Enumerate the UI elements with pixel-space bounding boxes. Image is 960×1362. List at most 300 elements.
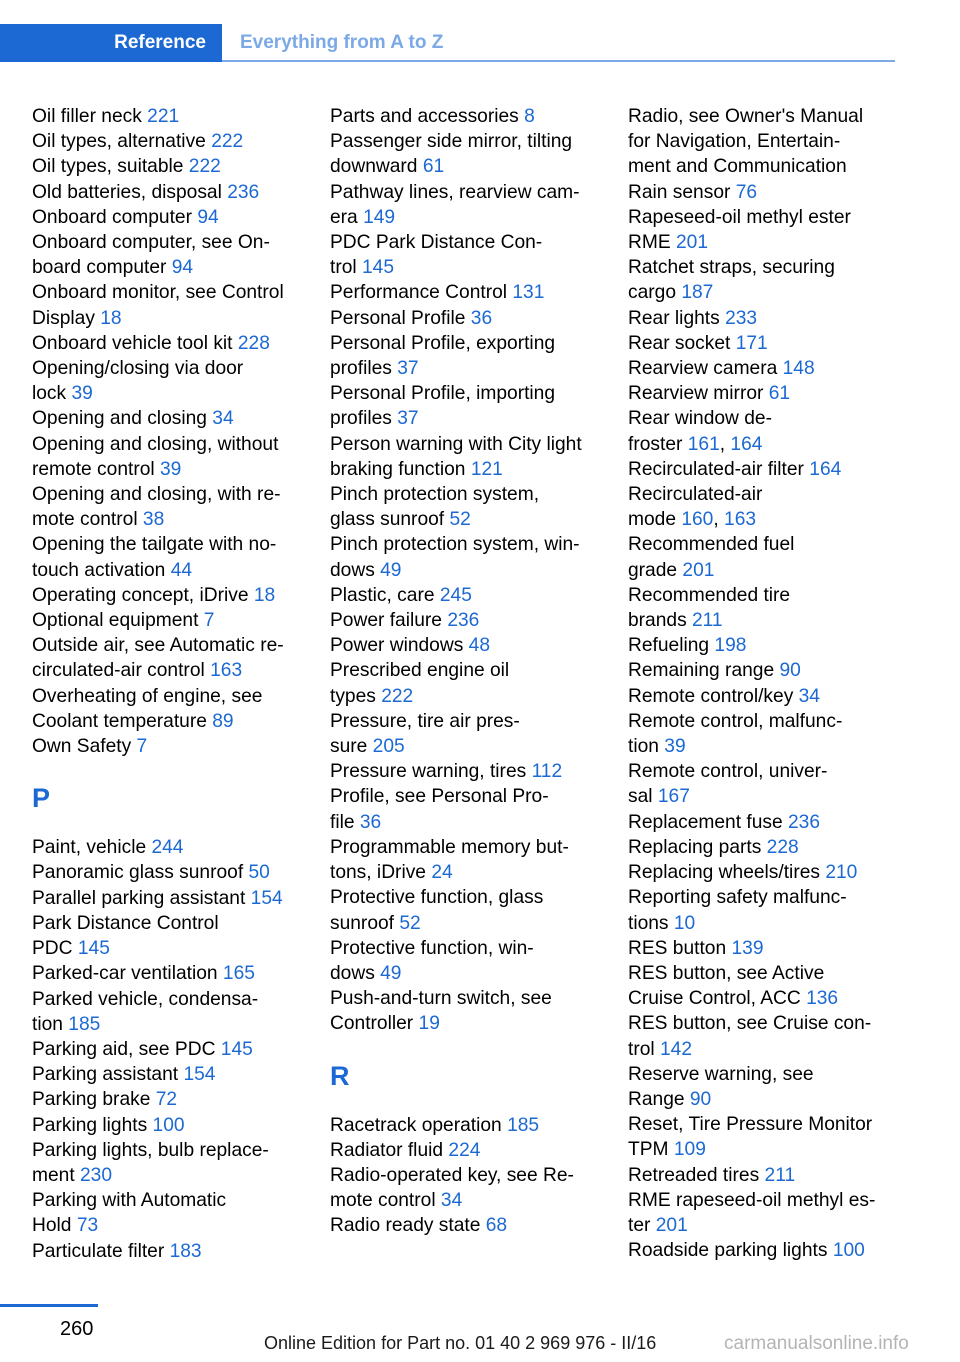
index-entry-line [32, 734, 304, 759]
index-entry [628, 306, 900, 331]
index-entry-line [628, 1037, 900, 1062]
page-reference-link[interactable]: 34 [798, 685, 820, 707]
index-entry [32, 1188, 304, 1238]
index-entry-text: Opening/closing via door [32, 358, 244, 380]
page-reference-link[interactable]: 185 [68, 1013, 101, 1035]
page-reference-link[interactable]: 164 [809, 458, 842, 480]
index-entry-line [628, 457, 900, 482]
index-entry-text: Recommended fuel [628, 534, 795, 556]
index-entry-text: Prescribed engine oil [330, 660, 510, 682]
page-reference-link[interactable]: 145 [220, 1038, 253, 1060]
page-reference-link[interactable]: 100 [832, 1240, 865, 1262]
index-entry-text: Oil types, alternative [32, 131, 206, 153]
page-reference-link[interactable]: 52 [399, 912, 421, 934]
index-entry [330, 658, 602, 708]
page-reference-link[interactable]: 201 [675, 232, 708, 254]
index-entry [628, 104, 900, 180]
index-entry-text: Parallel parking assistant [32, 887, 246, 909]
index-entry-text: Opening the tailgate with no- [32, 534, 277, 556]
index-entry-text: Hold [32, 1215, 72, 1237]
page-reference-link[interactable]: 90 [779, 660, 801, 682]
index-entry [32, 129, 304, 154]
index-entry-text: Recirculated-air filter [628, 458, 804, 480]
index-entry-text: profiles [330, 358, 392, 380]
page-reference-link[interactable]: 164 [730, 433, 763, 455]
index-entry-line [32, 1138, 304, 1163]
index-entry-text: lock [32, 383, 67, 405]
index-entry [330, 633, 602, 658]
index-entry-line [330, 558, 602, 583]
page-reference-link[interactable]: 89 [212, 710, 234, 732]
page-reference-link[interactable]: 222 [381, 685, 414, 707]
page-reference-link[interactable]: 8 [524, 106, 535, 127]
page-reference-link[interactable]: 24 [431, 862, 453, 884]
page-reference-link[interactable]: 205 [372, 736, 405, 758]
page-reference-link[interactable]: 224 [448, 1139, 481, 1161]
page-reference-link[interactable]: 154 [183, 1064, 216, 1086]
page-reference-link[interactable]: 36 [359, 811, 382, 833]
index-entry-line [330, 180, 602, 205]
page-reference-link[interactable]: 201 [655, 1214, 688, 1236]
index-entry-line [330, 331, 602, 356]
index-entry [330, 784, 602, 834]
index-entry-text: Old batteries, disposal [32, 181, 222, 203]
index-entry-text: Parking lights [32, 1114, 148, 1136]
index-entry-line [32, 507, 304, 532]
index-entry-line [32, 558, 304, 583]
page-reference-link[interactable]: 76 [735, 181, 758, 203]
page-reference-link[interactable]: 163 [724, 509, 757, 531]
page-reference-link[interactable]: 49 [380, 559, 402, 581]
index-entry [628, 205, 900, 255]
index-entry-text: Personal Profile [330, 307, 466, 329]
page-reference-link[interactable]: 211 [764, 1164, 796, 1186]
index-entry [628, 255, 900, 305]
page-reference-link[interactable]: 50 [248, 862, 270, 884]
index-entry [330, 986, 602, 1036]
page-reference-link[interactable]: 236 [788, 811, 821, 833]
index-entry-line [32, 987, 304, 1012]
index-entry-text: Parking lights, bulb replace- [32, 1139, 269, 1161]
index-entry-text: Profile, see Personal Pro- [330, 786, 549, 808]
index-entry [628, 532, 900, 582]
page-reference-link[interactable]: 48 [468, 635, 490, 657]
index-entry-text: Range [628, 1088, 685, 1110]
page-reference-link[interactable]: 39 [159, 458, 182, 480]
page-reference-link[interactable]: 236 [227, 181, 260, 203]
page-reference-link[interactable]: 161 [687, 433, 720, 455]
page-reference-link[interactable]: 165 [222, 963, 255, 985]
index-entry-text: trol [628, 1038, 655, 1060]
index-entry [628, 709, 900, 759]
index-entry-text: circulated-air control [32, 660, 205, 682]
index-entry-text: Recirculated-air [628, 484, 763, 506]
index-entry-text: Remaining range [628, 660, 775, 682]
index-entry [32, 180, 304, 205]
page-reference-link[interactable]: 100 [152, 1114, 185, 1136]
index-entry-text: for Navigation, Entertain- [628, 131, 841, 153]
page-reference-link[interactable]: 34 [440, 1190, 463, 1212]
index-entry-text: Operating concept, iDrive [32, 584, 249, 606]
page-reference-link[interactable]: 34 [212, 408, 234, 430]
index-entry-text: Particulate filter [32, 1240, 165, 1262]
index-entry-text: Parked-car ventilation [32, 963, 218, 985]
index-entry-text: mode [628, 509, 676, 531]
page-reference-link[interactable]: 145 [77, 938, 110, 960]
index-entry [32, 104, 304, 129]
index-entry-line [32, 406, 304, 431]
index-entry-line [628, 356, 900, 381]
index-entry-text: TPM [628, 1139, 669, 1161]
index-entry-text: Panoramic glass sunroof [32, 862, 244, 884]
page-reference-link[interactable]: 19 [418, 1013, 440, 1035]
index-entry-text: Plastic, care [330, 584, 435, 606]
index-entry [628, 457, 900, 482]
page-reference-link[interactable]: 171 [735, 332, 768, 354]
page-reference-link[interactable]: 39 [664, 736, 686, 758]
page-reference-link[interactable]: 221 [147, 106, 180, 127]
index-entry-text: board computer [32, 257, 167, 279]
index-entry-text: Onboard computer [32, 206, 192, 228]
index-entry [32, 1113, 304, 1138]
index-entry-text: Programmable memory but- [330, 836, 569, 858]
page-reference-link[interactable]: 233 [725, 307, 758, 329]
index-entry-line [628, 280, 900, 305]
page-reference-link[interactable]: 68 [485, 1215, 508, 1237]
index-entry-text: RES button, see Cruise con- [628, 1013, 872, 1035]
index-entry [628, 658, 900, 683]
index-entry-line [628, 1188, 900, 1213]
page-reference-link[interactable]: 39 [71, 383, 93, 405]
index-entry-text: Pinch protection system, win- [330, 534, 580, 556]
index-entry-text: downward [330, 156, 418, 178]
index-entry [32, 860, 304, 885]
index-entry-text: Opening and closing [32, 408, 207, 430]
index-entry-text: Outside air, see Automatic re- [32, 635, 284, 657]
index-entry-text: Own Safety [32, 736, 132, 758]
page-reference-link[interactable]: 236 [447, 610, 480, 632]
index-entry-text: Protective function, glass [330, 887, 544, 909]
footer-rule [0, 1304, 98, 1307]
page-reference-link[interactable]: 201 [682, 559, 715, 581]
index-entry-line [330, 532, 602, 557]
index-entry-text: Onboard computer, see On- [32, 232, 270, 254]
index-entry-text: sunroof [330, 912, 394, 934]
index-entry-line [330, 885, 602, 910]
index-entry [32, 961, 304, 986]
page-reference-link[interactable]: 90 [689, 1088, 712, 1110]
page-reference-link[interactable]: 112 [531, 761, 563, 783]
page-reference-link[interactable]: 73 [76, 1215, 99, 1237]
index-entry-line [32, 1163, 304, 1188]
page-reference-link[interactable]: 36 [470, 307, 493, 329]
index-entry-text: Performance Control [330, 282, 508, 304]
page-reference-link[interactable]: 230 [80, 1164, 113, 1186]
index-entry-line [32, 280, 304, 305]
index-entry-line [628, 784, 900, 809]
index-entry-text: brands [628, 610, 687, 632]
index-entry-line [330, 759, 602, 784]
index-entry [32, 734, 304, 759]
index-entry-text: tons, iDrive [330, 862, 426, 884]
index-entry-text: file [330, 811, 355, 833]
index-column-3 [628, 104, 900, 1263]
index-entry-line [628, 1213, 900, 1238]
index-entry [330, 306, 602, 331]
page-reference-link[interactable]: 183 [169, 1240, 202, 1262]
index-entry-text: Rearview mirror [628, 383, 764, 405]
index-entry-text: tions [628, 912, 669, 934]
page-reference-link[interactable]: 198 [714, 635, 747, 657]
index-entry-line [628, 230, 900, 255]
index-entry-text: Remote control, univer- [628, 761, 828, 783]
index-entry-line [628, 104, 900, 129]
index-entry-text: Rearview camera [628, 358, 778, 380]
index-entry-text: Ratchet straps, securing [628, 257, 835, 279]
section-tab: Reference [0, 24, 222, 62]
index-entry-line [628, 911, 900, 936]
index-entry-text: Parts and accessories [330, 106, 519, 127]
page-reference-link[interactable]: 72 [155, 1089, 178, 1111]
index-entry [32, 911, 304, 961]
index-entry-text: dows [330, 559, 375, 581]
page-reference-link[interactable]: 211 [692, 610, 723, 632]
index-entry-line [330, 154, 602, 179]
index-letter-heading: R [330, 1060, 350, 1091]
index-entry [32, 482, 304, 532]
index-entry [330, 1213, 602, 1238]
index-entry-text: Replacement fuse [628, 811, 783, 833]
index-entry [32, 532, 304, 582]
index-entry-line [628, 129, 900, 154]
page-reference-link[interactable]: 222 [211, 131, 244, 153]
index-entry-text: Rear socket [628, 332, 731, 354]
index-entry [32, 633, 304, 683]
index-entry-line [330, 734, 602, 759]
index-entry-line [330, 658, 602, 683]
index-entry-text: Rear lights [628, 307, 720, 329]
index-entry-line [628, 608, 900, 633]
index-entry-text: Opening and closing, without [32, 433, 279, 455]
index-entry-line [32, 1087, 304, 1112]
index-entry-text: tion [628, 736, 659, 758]
index-entry [330, 709, 602, 759]
page-reference-link[interactable]: 121 [470, 458, 503, 480]
index-entry-text: Controller [330, 1013, 414, 1035]
index-entry [628, 936, 900, 961]
index-entry-text: Cruise Control, ACC [628, 988, 801, 1010]
index-entry [32, 432, 304, 482]
index-entry-line [330, 381, 602, 406]
index-entry-text: touch activation [32, 559, 166, 581]
page-reference-link[interactable]: 154 [250, 887, 283, 909]
index-entry-text: RME rapeseed-oil methyl es- [628, 1189, 876, 1211]
index-entry-text: Refueling [628, 635, 710, 657]
page-reference-link[interactable]: 149 [363, 206, 396, 228]
page-reference-link[interactable]: 222 [188, 156, 221, 178]
page-reference-link[interactable]: 160 [681, 509, 714, 531]
index-entry-text: Remote control/key [628, 685, 794, 707]
index-entry-text: Racetrack operation [330, 1114, 502, 1136]
page-reference-link[interactable]: 61 [422, 156, 445, 178]
page-reference-link[interactable]: 10 [673, 912, 696, 934]
index-entry-line [628, 331, 900, 356]
index-entry-line [32, 331, 304, 356]
page-reference-link[interactable]: 18 [253, 584, 276, 606]
index-entry [330, 381, 602, 431]
page-reference-link[interactable]: 163 [210, 660, 243, 682]
page-reference-link[interactable]: 38 [142, 509, 165, 531]
index-entry-line [32, 104, 304, 129]
index-entry-text: Power failure [330, 610, 442, 632]
index-entry-text: RME [628, 232, 671, 254]
index-entry [330, 331, 602, 381]
index-entry-text: Parked vehicle, condensa- [32, 988, 259, 1010]
page-reference-link[interactable]: 148 [782, 358, 815, 380]
index-entry-text: braking function [330, 458, 466, 480]
index-entry-line [628, 180, 900, 205]
index-entry-line [330, 457, 602, 482]
index-entry-line: mode 160, 163 [628, 509, 757, 531]
index-entry-line [330, 911, 602, 936]
index-entry-text: ment and Communication [628, 156, 847, 178]
index-entry-text: types [330, 685, 376, 707]
page-reference-link[interactable]: 131 [512, 282, 545, 304]
index-entry-text: Protective function, win- [330, 937, 534, 959]
index-entry-line [628, 885, 900, 910]
index-entry-text: era [330, 206, 358, 228]
index-entry [628, 759, 900, 809]
index-entry [628, 961, 900, 1011]
page-reference-link[interactable]: 49 [380, 962, 402, 984]
index-entry-line [628, 684, 900, 709]
page-reference-link[interactable]: 37 [397, 358, 419, 380]
index-entry-text: PDC [32, 938, 73, 960]
index-entry-line [32, 835, 304, 860]
page-reference-link[interactable]: 52 [449, 509, 471, 531]
page-reference-link[interactable]: 245 [439, 584, 472, 606]
page-reference-link[interactable]: 94 [171, 257, 194, 279]
index-entry [330, 835, 602, 885]
index-entry [330, 583, 602, 608]
page-reference-link[interactable]: 44 [170, 559, 193, 581]
index-entry [32, 1239, 304, 1264]
index-entry-text: Push-and-turn switch, see [330, 988, 552, 1010]
index-entry-line [330, 936, 602, 961]
index-entry-line [330, 1011, 602, 1036]
index-entry [628, 885, 900, 935]
index-entry [330, 482, 602, 532]
index-entry-text: sure [330, 736, 368, 758]
index-entry [32, 835, 304, 860]
index-entry-line [330, 709, 602, 734]
index-entry-line [330, 482, 602, 507]
index-entry-text: Retreaded tires [628, 1164, 760, 1186]
index-entry-line [32, 482, 304, 507]
index-entry-line [32, 1062, 304, 1087]
index-entry-text: ment [32, 1164, 75, 1186]
page-reference-link[interactable]: 228 [766, 836, 799, 858]
index-entry-text: trol [330, 257, 357, 279]
page-reference-link[interactable]: 136 [806, 988, 839, 1010]
index-entry-line [628, 583, 900, 608]
page-reference-link[interactable]: 61 [768, 383, 791, 405]
index-entry [330, 230, 602, 280]
page-reference-link[interactable]: 142 [660, 1038, 693, 1060]
page-reference-link[interactable]: 18 [100, 307, 122, 329]
index-entry-line [330, 432, 602, 457]
page-reference-link[interactable]: 94 [197, 206, 219, 228]
index-entry-line [32, 911, 304, 936]
index-entry-line [32, 583, 304, 608]
index-entry-text: sal [628, 786, 653, 808]
index-entry-text: Rear window de- [628, 408, 772, 430]
index-entry-line [628, 658, 900, 683]
page-reference-link[interactable]: 185 [507, 1114, 540, 1136]
index-entry [32, 205, 304, 230]
page-reference-link[interactable]: 37 [397, 408, 419, 430]
page-reference-link[interactable]: 139 [731, 937, 764, 959]
index-entry-line [628, 986, 900, 1011]
index-entry [628, 1011, 900, 1061]
index-entry-line [628, 759, 900, 784]
index-entry-line [32, 936, 304, 961]
index-entry-text: Onboard monitor, see Control [32, 282, 284, 304]
index-entry-line [628, 205, 900, 230]
page-reference-link[interactable]: 109 [673, 1139, 706, 1161]
page-reference-link[interactable]: 7 [203, 610, 215, 632]
index-entry-line [330, 306, 602, 331]
index-entry [32, 406, 304, 431]
index-entry-line [330, 835, 602, 860]
index-entry-text: profiles [330, 408, 392, 430]
index-entry-line: froster 161, 164 [628, 433, 763, 455]
index-entry-text: Pinch protection system, [330, 484, 540, 506]
page-header [0, 24, 895, 62]
index-letter-heading: P [32, 783, 51, 814]
index-entry-line [32, 633, 304, 658]
index-entry-text: Person warning with City light [330, 433, 582, 455]
index-entry-line [330, 205, 602, 230]
index-entry-line [330, 1188, 602, 1213]
index-entry [628, 381, 900, 406]
index-entry-text: mote control [330, 1190, 436, 1212]
index-entry-line [628, 1062, 900, 1087]
index-entry-text: Replacing wheels/tires [628, 862, 820, 884]
page-reference-link[interactable]: 167 [657, 786, 690, 808]
index-entry [628, 633, 900, 658]
index-entry-line [628, 255, 900, 280]
index-entry-text: Power windows [330, 635, 464, 657]
index-entry-line [628, 406, 900, 431]
index-entry-line [32, 356, 304, 381]
index-entry-line [628, 835, 900, 860]
index-entry-line [330, 507, 602, 532]
index-entry-text: Rapeseed-oil methyl ester [628, 206, 851, 228]
index-entry [628, 1163, 900, 1188]
page-reference-link[interactable]: 145 [362, 257, 395, 279]
index-entry [330, 1138, 602, 1163]
index-entry [628, 810, 900, 835]
page-reference-link[interactable]: 228 [237, 332, 270, 354]
page-reference-link[interactable]: 210 [825, 862, 858, 884]
index-entry-text: Radio ready state [330, 1215, 481, 1237]
page-reference-link[interactable]: 244 [151, 837, 184, 859]
page-reference-link[interactable]: 7 [136, 736, 148, 758]
index-entry-line [330, 810, 602, 835]
page-reference-link[interactable]: 187 [681, 282, 714, 304]
index-entry-line [330, 583, 602, 608]
